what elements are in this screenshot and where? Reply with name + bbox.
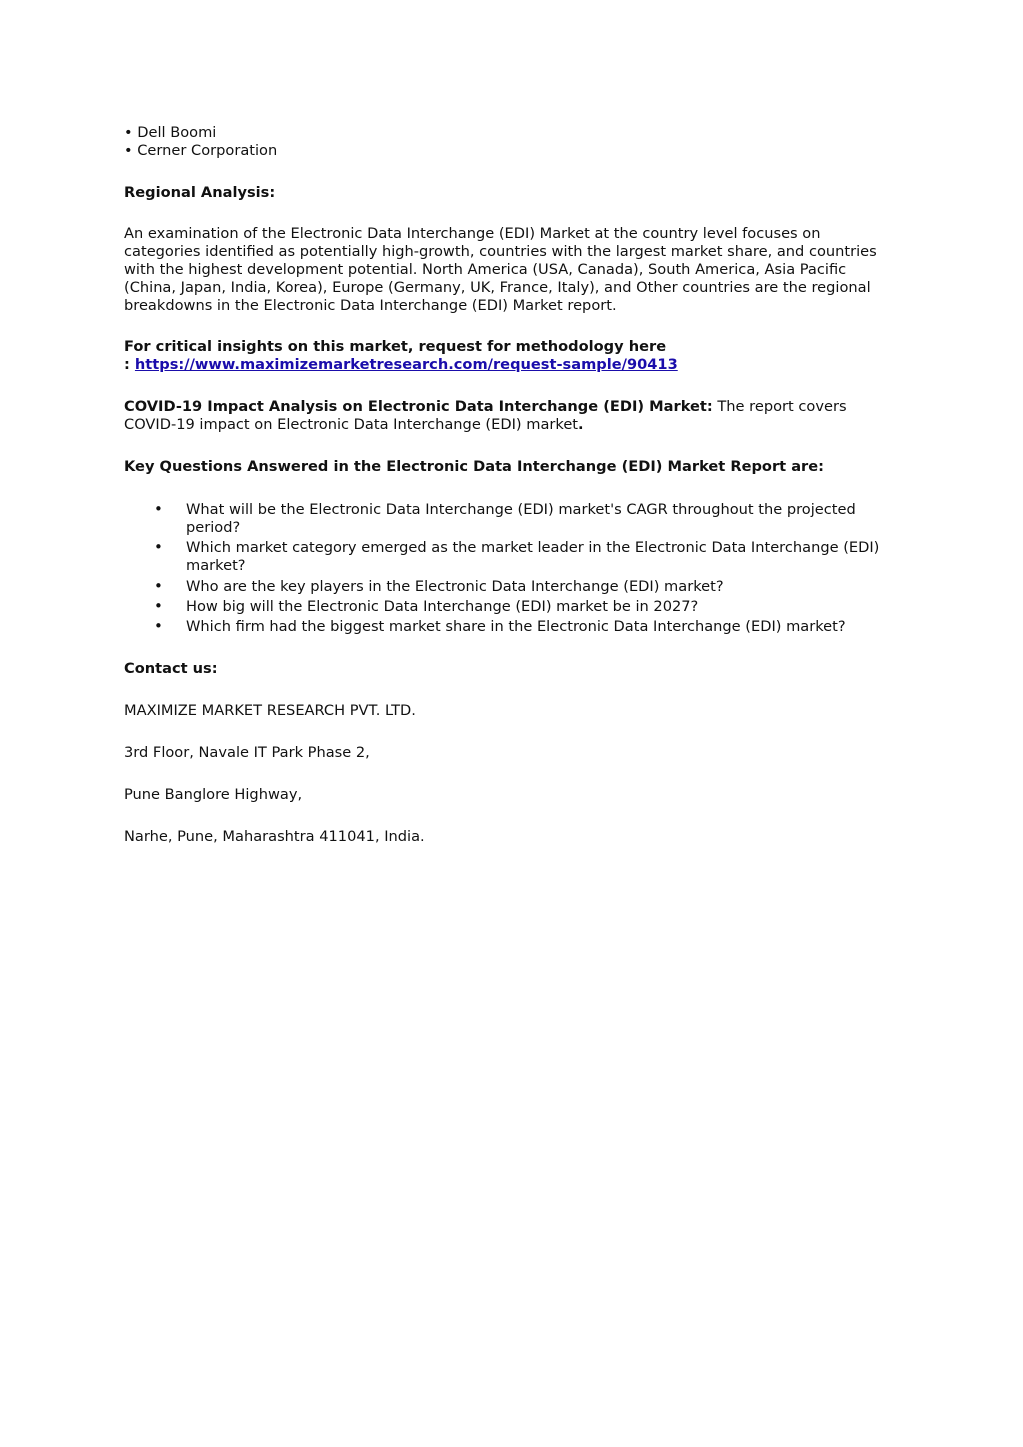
contact-heading: Contact us: — [124, 660, 218, 678]
question-text: Who are the key players in the Electronic Data Interchange (EDI) market? — [186, 577, 724, 595]
question-text: How big will the Electronic Data Interchange (EDI) market be in 2027? — [186, 597, 699, 615]
contact-address-line: Narhe, Pune, Maharashtra 411041, India. — [124, 827, 425, 845]
questions-heading: Key Questions Answered in the Electronic Data Interchange (EDI) Market Report are: — [124, 457, 824, 475]
contact-company: MAXIMIZE MARKET RESEARCH PVT. LTD. — [124, 702, 416, 720]
list-item — [124, 598, 899, 616]
insights-label: For critical insights on this market, request for methodology here — [124, 338, 667, 356]
bullet-icon: • — [154, 576, 163, 595]
company-list-item: • Cerner Corporation — [124, 141, 278, 159]
question-text: What will be the Electronic Data Interchange (EDI) market's CAGR throughout the projected period? — [186, 501, 856, 537]
list-item — [124, 618, 899, 636]
question-text: Which market category emerged as the market leader in the Electronic Data Interchange (EDI) market? — [186, 539, 880, 575]
document-page — [124, 124, 899, 845]
covid-label: COVID-19 Impact Analysis on Electronic Data Interchange (EDI) Market: — [124, 397, 713, 415]
list-item — [124, 578, 899, 596]
bullet-icon: • — [154, 617, 163, 636]
bullet-icon: • — [154, 538, 163, 557]
list-item — [124, 539, 899, 575]
question-text: Which firm had the biggest market share in the Electronic Data Interchange (EDI) market? — [186, 618, 846, 636]
regional-heading: Regional Analysis: — [124, 183, 276, 201]
insights-prefix: : — [124, 356, 135, 374]
questions-list — [124, 501, 899, 636]
bullet-icon: • — [154, 596, 163, 615]
contact-address-line: 3rd Floor, Navale IT Park Phase 2, — [124, 744, 370, 762]
covid-paragraph — [124, 398, 899, 434]
bullet-icon: • — [154, 500, 163, 519]
covid-end: . — [578, 415, 584, 433]
contact-address-line: Pune Banglore Highway, — [124, 785, 303, 803]
request-sample-link[interactable]: https://www.maximizemarketresearch.com/request-sample/90413 — [134, 356, 678, 374]
insights-paragraph — [124, 338, 899, 374]
list-item — [124, 501, 899, 537]
covid-text: The report covers COVID-19 impact on Electronic Data Interchange (EDI) market — [124, 397, 847, 433]
regional-paragraph: An examination of the Electronic Data Interchange (EDI) Market at the country level focuses on categories identified as potentially high-growth, countries with the largest market share, and countries with the highest development potential. North America (USA, Canada), South America, Asia Pacific (China, Japan, India, Korea), Europe (Germany, UK, France, Italy), and Other countries are the regional breakdowns in the Electronic Data Interchange (EDI) Market report. — [124, 225, 877, 314]
company-list-item: • Dell Boomi — [124, 124, 217, 141]
